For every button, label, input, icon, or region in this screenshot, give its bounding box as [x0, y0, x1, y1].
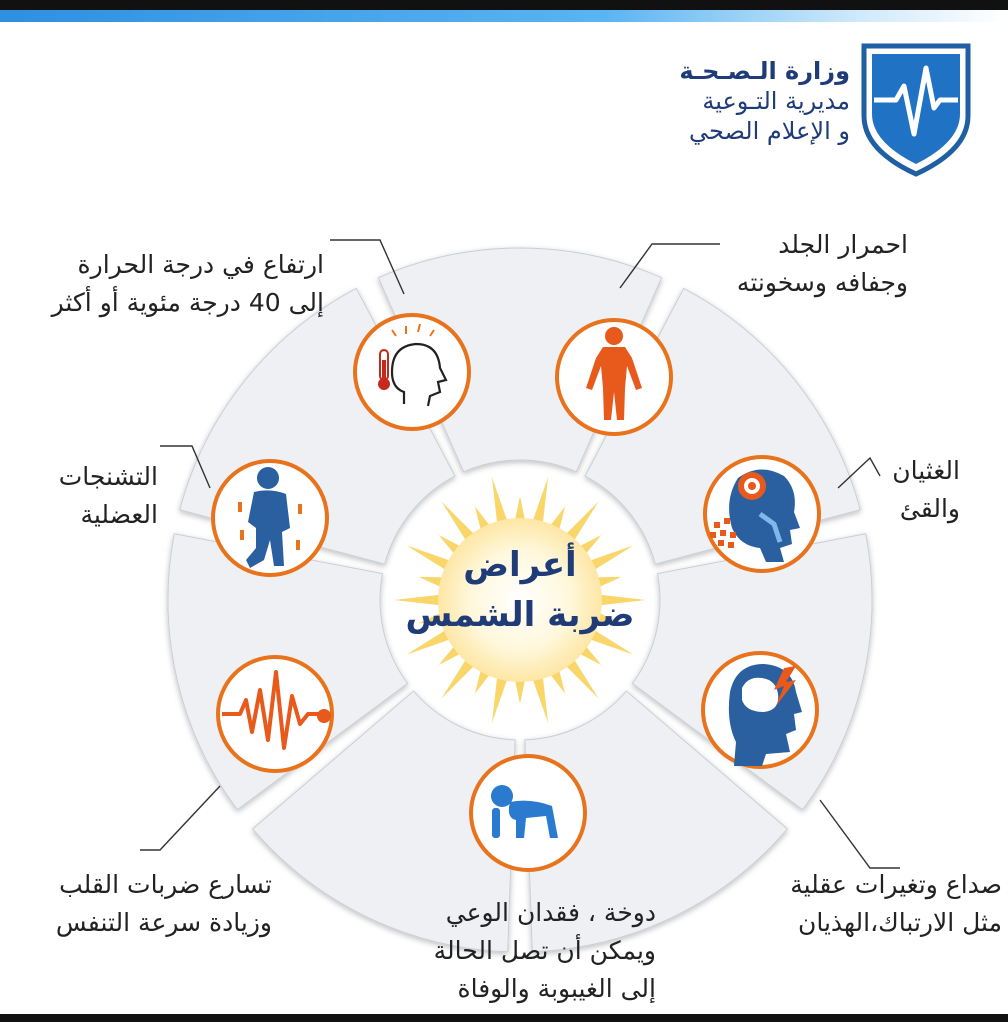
directorate-line1: مديرية التـوعية: [702, 87, 850, 115]
label-heart: [22, 866, 272, 942]
vomiting-head-icon: [705, 457, 819, 571]
label-temperature: [44, 246, 324, 322]
label-headache-line2: مثل الارتباك،الهذيان: [797, 908, 1002, 937]
label-dizziness-line1: دوخة ، فقدان الوعي: [445, 898, 656, 927]
label-cramps: [30, 458, 158, 534]
title-line1: أعراض: [463, 545, 577, 585]
label-nausea-line1: الغثيان: [892, 456, 960, 485]
center-title: [390, 540, 650, 640]
body-figure-icon: [557, 320, 671, 434]
directorate-line2: و الإعلام الصحي: [689, 117, 850, 145]
ministry-name: وزارة الـصـحـة: [679, 57, 850, 85]
sun-ray: [492, 477, 508, 525]
leader-line-heart: [140, 786, 220, 850]
sun-ray: [532, 477, 548, 525]
collapsed-person-icon: [471, 756, 585, 870]
label-nausea: [870, 452, 960, 528]
label-dizziness-line2: ويمكن أن تصل الحالة: [433, 936, 656, 965]
label-skin-line1: احمرار الجلد: [778, 230, 908, 259]
label-dizziness: [396, 894, 656, 1008]
sun-ray: [532, 675, 548, 723]
title-line2: ضربة الشمس: [405, 595, 635, 635]
label-nausea-line2: والقئ: [899, 494, 960, 523]
label-dizziness-line3: إلى الغيبوبة والوفاة: [457, 974, 656, 1003]
headache-brain-icon: [703, 653, 817, 767]
label-skin: [668, 226, 908, 302]
heartbeat-pulse-icon: [218, 657, 332, 771]
label-headache-line1: صداع وتغيرات عقلية: [790, 870, 1002, 899]
cramping-person-icon: [213, 461, 327, 575]
label-cramps-line2: العضلية: [80, 500, 158, 529]
label-headache: [722, 866, 1002, 942]
label-heart-line1: تسارع ضربات القلب: [59, 870, 272, 899]
label-temperature-line1: ارتفاع في درجة الحرارة: [77, 250, 324, 279]
label-skin-line2: وجفافه وسخونته: [736, 268, 908, 297]
fever-thermometer-icon: [355, 315, 469, 429]
leader-line-headache: [820, 800, 900, 868]
label-cramps-line1: التشنجات: [58, 462, 158, 491]
sun-ray: [492, 675, 508, 723]
label-temperature-line2: إلى 40 درجة مئوية أو أكثر: [51, 288, 324, 317]
label-heart-line2: وزيادة سرعة التنفس: [55, 908, 272, 937]
